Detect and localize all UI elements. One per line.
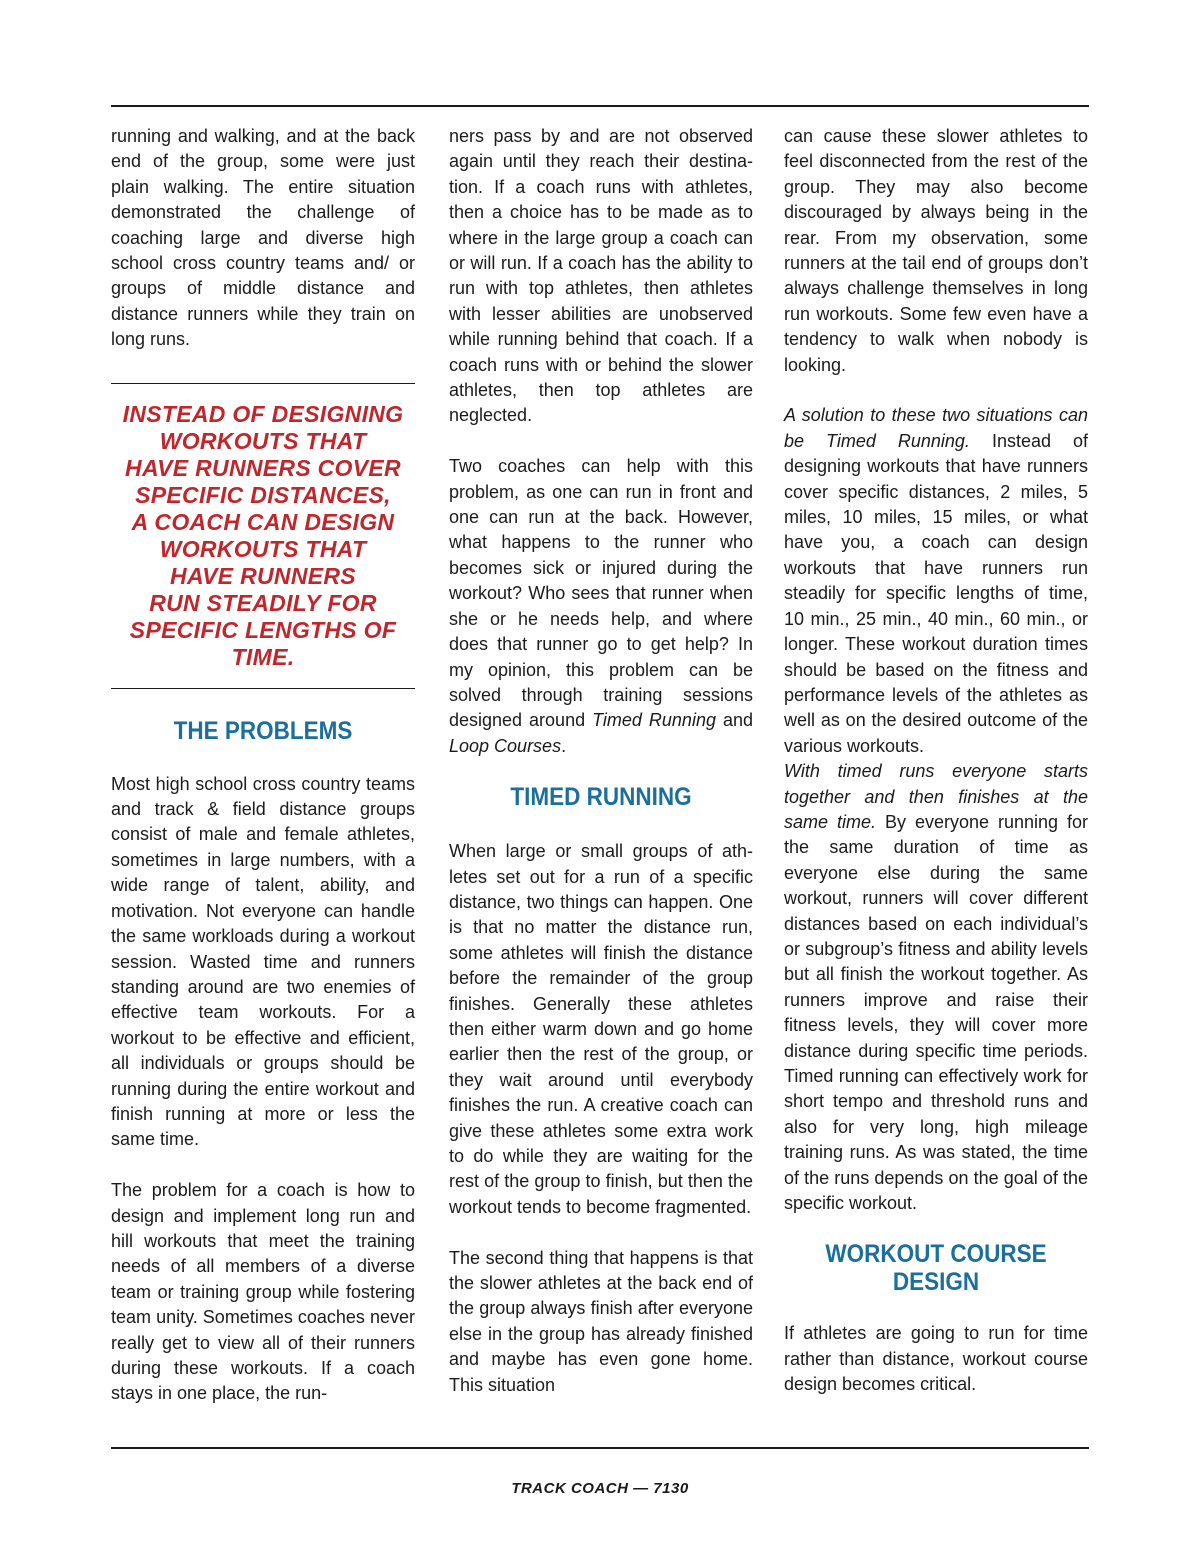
col3-emphasis-timed-runs: With timed runs everyone starts together and then finishes at the same time. xyxy=(784,761,1088,832)
col1-paragraph-1: running and walking, and at the back end of the group, some were just plain walking. The entire situation demonstrated the challenge of coaching large and diverse high school cross country teams and/ or groups of middle distance and distance runners while they train on long runs. xyxy=(111,126,415,350)
col2-emphasis-loop-courses: Loop Courses xyxy=(449,735,562,756)
pullquote-line: RUN STEADILY FOR xyxy=(149,589,377,616)
col1-paragraph-2: Most high school cross country teams and track & field distance groups consist of male and female athletes, sometimes in large numbers, with a wide range of talent, ability, and motivation. Not everyone can handle the same workloads during a workout session. Wasted time and runners standing around are two enemies of effective team workouts. For a workout to be effective and efficient, all individuals or groups should be running during the entire workout and finish running at more or less the same time. xyxy=(111,773,415,1150)
col3-paragraph-3 xyxy=(784,759,1088,1216)
col3-paragraph-2 xyxy=(784,403,1088,759)
pullquote-top-rule xyxy=(111,383,415,384)
col3-paragraph-3-text: By everyone running for the same duration of time as everyone else during the same workout, runners will cover different distances based on each individual’s or subgroup’s fitness and ability levels but all finish the workout together. As runners improve and raise their fitness levels, they will cover more distance during specific time periods. Timed running can effectively work for short tempo and threshold runs and also for very long, high mileage training runs. As was stated, the time of the runs depends on the goal of the specific workout. xyxy=(784,811,1088,1214)
pullquote-line: WORKOUTS THAT xyxy=(159,535,367,562)
section-heading-timed-running: TIMED RUNNING xyxy=(510,783,692,812)
col2-paragraph-2-end: . xyxy=(561,735,567,756)
bottom-rule xyxy=(111,1447,1089,1449)
col2-paragraph-2-and: and xyxy=(715,710,753,731)
page-footer: TRACK COACH — 7130 xyxy=(511,1480,689,1497)
pullquote-line: SPECIFIC DISTANCES, xyxy=(135,481,391,508)
col3-paragraph-2-text: Instead of designing workouts that have runners cover specific distances, 2 miles, 5 miles, 10 miles, 15 miles, or what have you, a coach can design workouts that have runners run steadily for specific lengths of time, 10 min., 25 min., 40 min., 60 min., or longer. These workout duration times should be based on the fitness and performance levels of the athletes as well as on the desired outcome of the various workouts. xyxy=(784,430,1088,756)
col2-emphasis-timed-running: Timed Running xyxy=(592,710,716,731)
col2-paragraph-3: When large or small groups of athletes set out for a run of a specific distance, two things can happen. One is that no matter the distance run, some athletes will finish the distance before the remainder of the group finishes. Generally these athletes then either warm down and go home earlier then the rest of the group, or they wait around until everybody finishes the run. A creative coach can give these athletes some extra work to do while they are waiting for the rest of the group to finish, but then the workout tends to become fragmented. xyxy=(449,841,753,1217)
pullquote-line: HAVE RUNNERS COVER xyxy=(125,454,401,481)
col3-paragraph-1: can cause these slower athletes to feel disconnected from the rest of the group. They may also become discouraged by always being in the rear. From my observation, some runners at the tail end of groups don’t always challenge themselves in long run workouts. Some few even have a tendency to walk when nobody is looking. xyxy=(784,126,1088,375)
pullquote xyxy=(111,401,415,671)
top-rule xyxy=(111,105,1089,107)
col2-paragraph-4: The second thing that happens is that the slower athletes at the back end of the group always finish after everyone else in the group has already finished and maybe has even gone home. This situation xyxy=(449,1247,753,1395)
column-2 xyxy=(449,124,753,1398)
pullquote-line: TIME. xyxy=(231,643,295,670)
col2-paragraph-1: ners pass by and are not observed again until they reach their destination. If a coach runs with athletes, then a choice has to be made as to where in the large group a coach can or will run. If a coach has the ability to run with top athletes, then athletes with lesser abilities are unobserved while running behind that coach. If a coach runs with or behind the slower athletes, then top athletes are neglected. xyxy=(449,126,753,426)
col3-paragraph-4: If athletes are going to run for time rather than distance, workout course design becomes critical. xyxy=(784,1323,1088,1395)
section-heading-problems: THE PROBLEMS xyxy=(173,716,353,745)
pullquote-line: INSTEAD OF DESIGNING xyxy=(122,400,404,427)
col1-paragraph-3: The problem for a coach is how to design and implement long run and hill workouts that meet the training needs of all members of a diverse team or training group while fostering team unity. Sometimes coaches never really get to view all of their runners during these workouts. If a coach stays in one place, the run- xyxy=(111,1180,415,1404)
col2-paragraph-2-text: Two coaches can help with this problem, as one can run in front and one can run at the back. However, what happens to the runner who becomes sick or injured during the workout? Who sees that runner when she or he needs help, and where does that runner go to get help? In my opinion, this problem can be solved through training sessions designed around xyxy=(449,456,753,731)
section-heading-workout-course-design xyxy=(799,1240,1073,1296)
column-3 xyxy=(784,124,1088,1398)
pullquote-line: SPECIFIC LENGTHS OF xyxy=(129,616,397,643)
pullquote-line: WORKOUTS THAT xyxy=(159,427,367,454)
col3-emphasis-solution: A solution to these two situations can be Timed Running. xyxy=(784,405,1088,451)
heading-line: DESIGN xyxy=(892,1268,980,1297)
pullquote-line: A COACH CAN DESIGN xyxy=(131,508,395,535)
pullquote-bottom-rule xyxy=(111,688,415,689)
heading-line: WORKOUT COURSE xyxy=(825,1240,1047,1269)
col2-paragraph-2 xyxy=(449,454,753,759)
column-1 xyxy=(111,124,415,1407)
pullquote-line: HAVE RUNNERS xyxy=(170,562,356,589)
